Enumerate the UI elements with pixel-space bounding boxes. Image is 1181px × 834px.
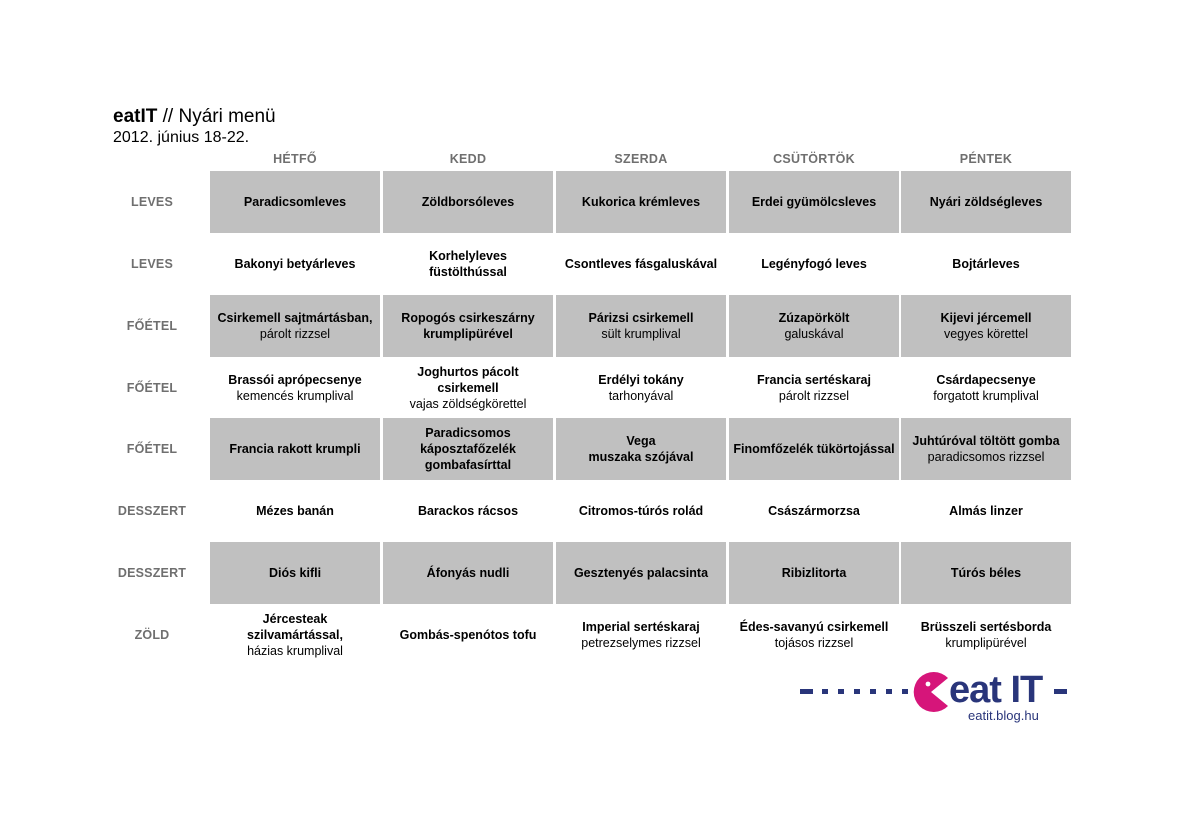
row-label: FŐÉTEL xyxy=(126,319,178,333)
menu-cell xyxy=(729,171,899,233)
dish-side: galuskával xyxy=(784,327,844,341)
row-label: DESSZERT xyxy=(117,504,187,518)
menu-cell xyxy=(729,480,899,542)
menu-cell xyxy=(901,480,1071,542)
menu-cell xyxy=(556,357,726,419)
pacman-icon xyxy=(914,672,948,712)
dish-name: Korhelyleves xyxy=(429,249,507,263)
menu-cell xyxy=(556,480,726,542)
dish-name: Kukorica krémleves xyxy=(581,195,701,209)
dish-side: krumplipürével xyxy=(945,636,1027,650)
dish-name: Citromos-túrós rolád xyxy=(578,504,704,518)
menu-cell xyxy=(210,295,380,357)
menu-cell xyxy=(210,171,380,233)
dish-name: Diós kifli xyxy=(268,566,322,580)
logo-dash xyxy=(902,689,908,694)
dish-name: Mézes banán xyxy=(256,504,334,518)
menu-cell xyxy=(383,357,553,419)
menu-cell xyxy=(383,418,553,480)
dish-name: Túrós béles xyxy=(950,566,1022,580)
dish-side: kemencés krumplival xyxy=(236,389,354,403)
dish-name: Zöldborsóleves xyxy=(421,195,515,209)
dish-name: szilvamártással, xyxy=(247,628,343,642)
menu-cell xyxy=(729,542,899,604)
dish-name: Kijevi jércemell xyxy=(940,311,1032,325)
dish-name: Francia sertéskaraj xyxy=(757,373,871,387)
menu-cell xyxy=(901,604,1071,666)
dish-name: Paradicsomleves xyxy=(243,195,347,209)
title-text: // Nyári menü xyxy=(157,106,276,127)
menu-cell xyxy=(729,604,899,666)
day-header: HÉTFŐ xyxy=(273,152,317,166)
menu-cell xyxy=(729,357,899,419)
menu-cell xyxy=(901,357,1071,419)
blog-url: eatit.blog.hu xyxy=(968,708,1039,723)
dish-name: Vega xyxy=(626,434,656,448)
day-header: CSÜTÖRTÖK xyxy=(773,152,855,166)
menu-cell xyxy=(210,357,380,419)
menu-cell xyxy=(729,418,899,480)
dish-name: Brassói aprópecsenye xyxy=(228,373,362,387)
dish-side: paradicsomos rizzsel xyxy=(927,450,1045,464)
dish-name: Császármorzsa xyxy=(768,504,860,518)
dish-name: Zúzapörkölt xyxy=(778,311,850,325)
dish-name: káposztafőzelék xyxy=(420,442,516,456)
menu-cell xyxy=(210,604,380,666)
dish-side: petrezselymes rizzsel xyxy=(581,636,701,650)
dish-name: Áfonyás nudli xyxy=(426,566,510,580)
dish-side: házias krumplival xyxy=(247,644,343,658)
logo-dash xyxy=(870,689,876,694)
dish-name: Csontleves fásgaluskával xyxy=(564,257,718,271)
menu-cell xyxy=(210,418,380,480)
menu-cell xyxy=(901,233,1071,295)
dish-name: Gesztenyés palacsinta xyxy=(573,566,709,580)
dish-name: Juhtúróval töltött gomba xyxy=(912,434,1060,448)
dish-name: Brüsszeli sertésborda xyxy=(920,620,1052,634)
logo-dash xyxy=(800,689,813,694)
dish-name: Bakonyi betyárleves xyxy=(234,257,356,271)
dish-name: Imperial sertéskaraj xyxy=(582,620,700,634)
dish-name: Ribizlitorta xyxy=(781,566,847,580)
dish-name: Ropogós csirkeszárny xyxy=(401,311,535,325)
dish-side: tojásos rizzsel xyxy=(774,636,854,650)
dish-name: Joghurtos pácolt xyxy=(417,365,519,379)
dish-name: Nyári zöldségleves xyxy=(929,195,1043,209)
dish-name: gombafasírttal xyxy=(424,458,512,472)
dish-name: Csirkemell sajtmártásban, xyxy=(217,311,373,325)
menu-cell xyxy=(556,418,726,480)
row-label: FŐÉTEL xyxy=(126,442,178,456)
dish-name: Erdélyi tokány xyxy=(598,373,684,387)
row-label: ZÖLD xyxy=(134,628,170,642)
dish-side: párolt rizzsel xyxy=(259,327,331,341)
menu-cell xyxy=(210,233,380,295)
dish-name: Almás linzer xyxy=(949,504,1023,518)
menu-cell xyxy=(556,604,726,666)
dish-name: Bojtárleves xyxy=(952,257,1020,271)
dish-name: Barackos rácsos xyxy=(417,504,519,518)
dish-side: vajas zöldségkörettel xyxy=(409,397,527,411)
logo-dash xyxy=(822,689,828,694)
dish-side: párolt rizzsel xyxy=(778,389,850,403)
dish-name: Erdei gyümölcsleves xyxy=(751,195,877,209)
dish-name: Gombás-spenótos tofu xyxy=(399,628,537,642)
day-header: KEDD xyxy=(449,152,487,166)
menu-cell xyxy=(901,542,1071,604)
row-label: FŐÉTEL xyxy=(126,381,178,395)
dish-name: Francia rakott krumpli xyxy=(229,442,361,456)
menu-cell xyxy=(729,233,899,295)
logo-text: eat IT xyxy=(949,672,1043,711)
menu-cell xyxy=(383,604,553,666)
day-header: PÉNTEK xyxy=(959,152,1013,166)
brand-name: eatIT xyxy=(113,106,158,127)
dish-name: Csárdapecsenye xyxy=(936,373,1036,387)
menu-cell xyxy=(729,295,899,357)
dish-name: Finomfőzelék tükörtojással xyxy=(733,442,895,456)
menu-cell xyxy=(210,480,380,542)
dish-side: tarhonyával xyxy=(608,389,674,403)
menu-cell xyxy=(556,542,726,604)
dish-side: vegyes körettel xyxy=(943,327,1029,341)
day-header: SZERDA xyxy=(614,152,668,166)
dish-name: muszaka szójával xyxy=(588,450,694,464)
dish-name: csirkemell xyxy=(437,381,499,395)
menu-cell xyxy=(556,233,726,295)
logo-dash xyxy=(886,689,892,694)
dish-name: Paradicsomos xyxy=(425,426,511,440)
dish-name: Párizsi csirkemell xyxy=(588,311,694,325)
pacman-eye-icon xyxy=(926,682,931,687)
menu-title xyxy=(113,106,276,128)
dash-line-icon xyxy=(800,689,908,694)
dish-name: Édes-savanyú csirkemell xyxy=(739,620,889,634)
dish-side: sült krumplival xyxy=(601,327,681,341)
dish-name: Jércesteak xyxy=(262,612,328,626)
row-label: LEVES xyxy=(131,257,173,271)
dish-name: Legényfogó leves xyxy=(761,257,867,271)
dish-side: forgatott krumplival xyxy=(933,389,1039,403)
menu-cell xyxy=(901,418,1071,480)
menu-cell xyxy=(383,233,553,295)
menu-date: 2012. június 18-22. xyxy=(113,129,250,146)
menu-cell xyxy=(383,542,553,604)
dish-name: füstölthússal xyxy=(429,265,507,279)
logo-dash xyxy=(838,689,844,694)
menu-cell xyxy=(556,295,726,357)
menu-cell xyxy=(901,295,1071,357)
menu-cell xyxy=(901,171,1071,233)
logo-dash-end xyxy=(1054,689,1067,694)
dish-name: krumplipürével xyxy=(423,327,513,341)
row-label: LEVES xyxy=(131,195,173,209)
menu-cell xyxy=(556,171,726,233)
menu-cell xyxy=(210,542,380,604)
logo-dash xyxy=(854,689,860,694)
row-label: DESSZERT xyxy=(117,566,187,580)
menu-cell xyxy=(383,295,553,357)
menu-cell xyxy=(383,171,553,233)
menu-cell xyxy=(383,480,553,542)
